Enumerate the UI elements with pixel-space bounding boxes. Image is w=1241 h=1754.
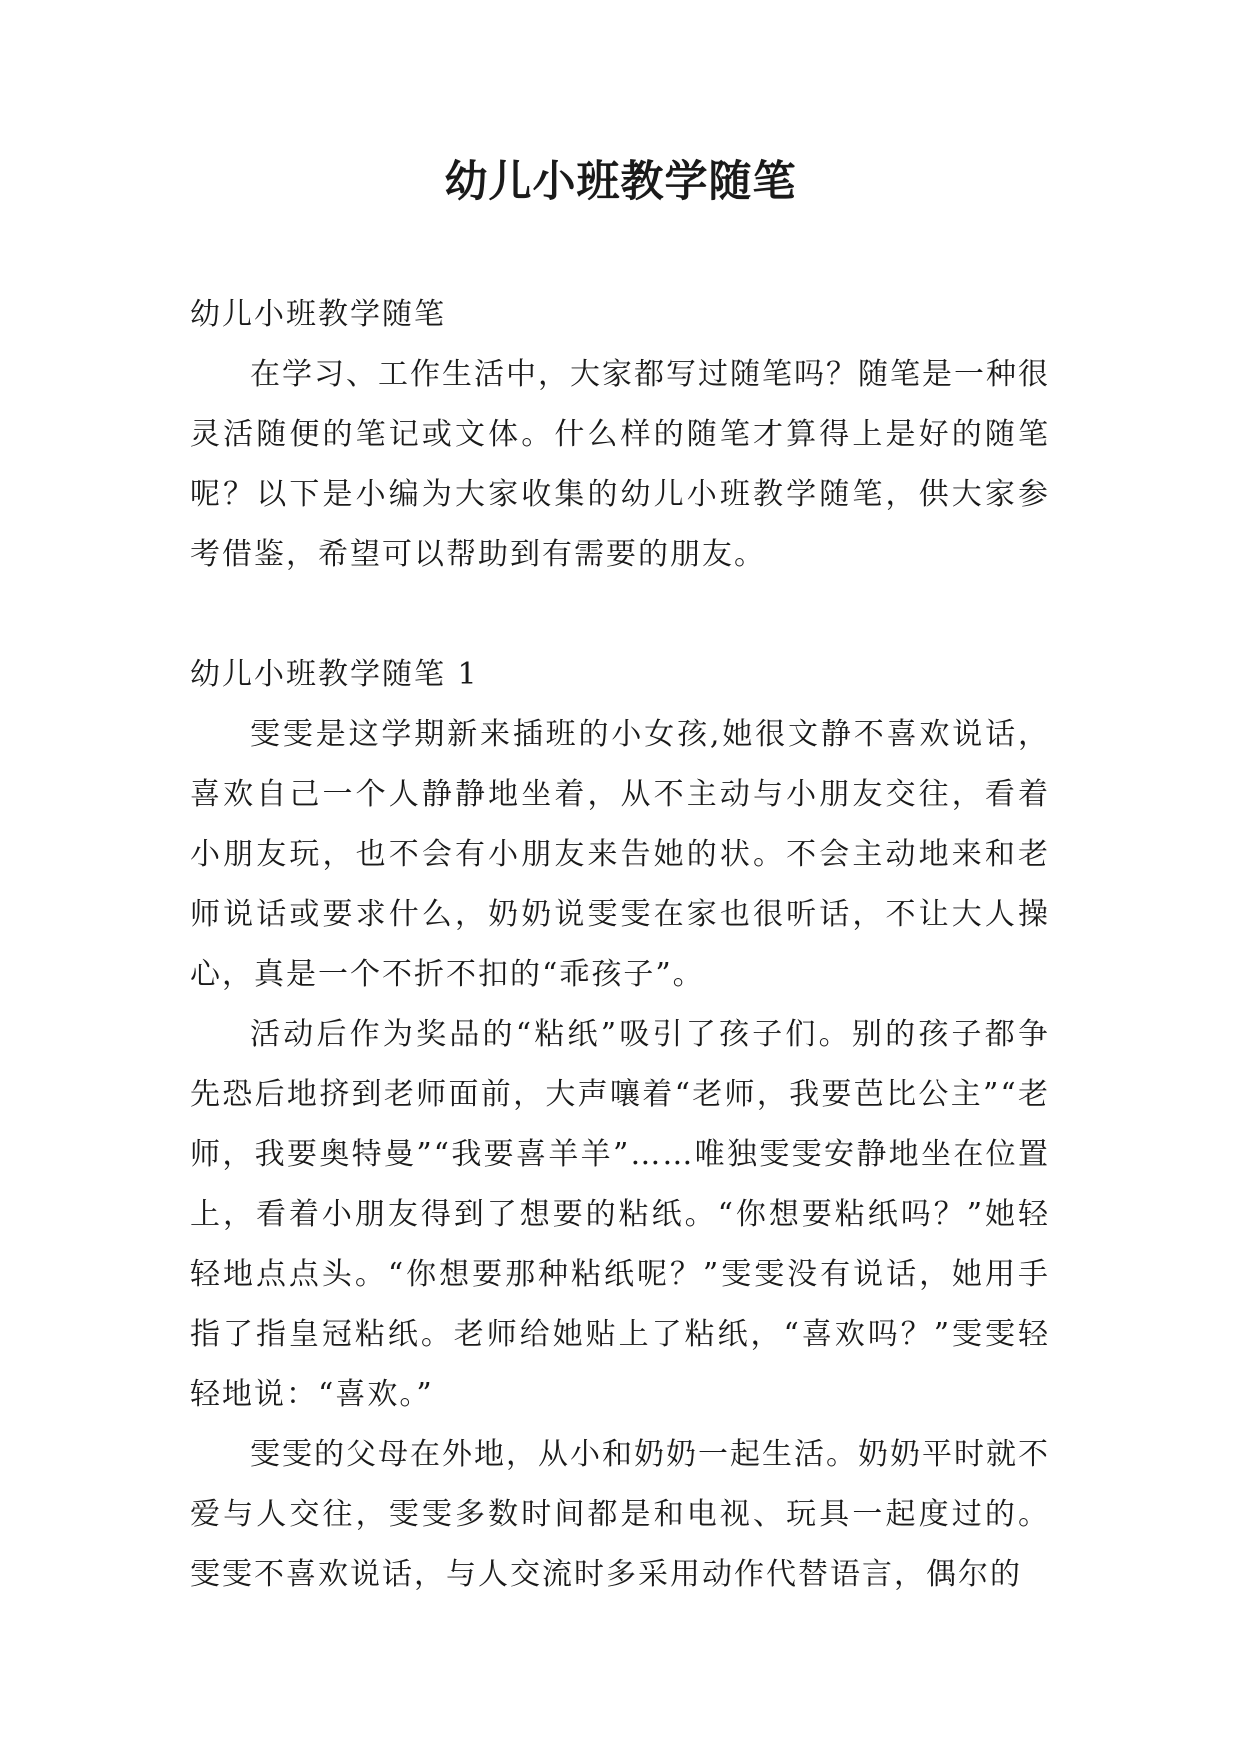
document-title: 幼儿小班教学随笔 <box>444 157 797 207</box>
section-spacer <box>190 585 1050 645</box>
section-paragraph: 雯雯的父母在外地，从小和奶奶一起生活。奶奶平时就不爱与人交往，雯雯多数时间都是和电视、玩具一起度过的。雯雯不喜欢说话，与人交流时多采用动作代替语言，偶尔的 <box>190 1437 1050 1592</box>
section-paragraph: 活动后作为奖品的“粘纸”吸引了孩子们。别的孩子都争先恐后地挤到老师面前，大声嚷着“老师，我要芭比公主”“老师，我要奥特曼”“我要喜羊羊”……唯独雯雯安静地坐在位置上，看着小朋友得到了想要的粘纸。“你想要粘纸吗？”她轻轻地点点头。“你想要那种粘纸呢？”雯雯没有说话，她用手指了指皇冠粘纸。老师给她贴上了粘纸，“喜欢吗？”雯雯轻轻地说：“喜欢。” <box>190 1017 1050 1412</box>
document-body <box>190 285 1050 1605</box>
intro-paragraph: 在学习、工作生活中，大家都写过随笔吗？随笔是一种很灵活随便的笔记或文体。什么样的随笔才算得上是好的随笔呢？以下是小编为大家收集的幼儿小班教学随笔，供大家参考借鉴，希望可以帮助到有需要的朋友。 <box>190 357 1050 572</box>
intro-heading: 幼儿小班教学随笔 <box>190 297 446 332</box>
section-heading: 幼儿小班教学随笔 1 <box>190 657 479 692</box>
section-paragraph: 雯雯是这学期新来插班的小女孩,她很文静不喜欢说话，喜欢自己一个人静静地坐着，从不主动与小朋友交往，看着小朋友玩，也不会有小朋友来告她的状。不会主动地来和老师说话或要求什么，奶奶说雯雯在家也很听话，不让大人操心，真是一个不折不扣的“乖孩子”。 <box>190 717 1050 992</box>
